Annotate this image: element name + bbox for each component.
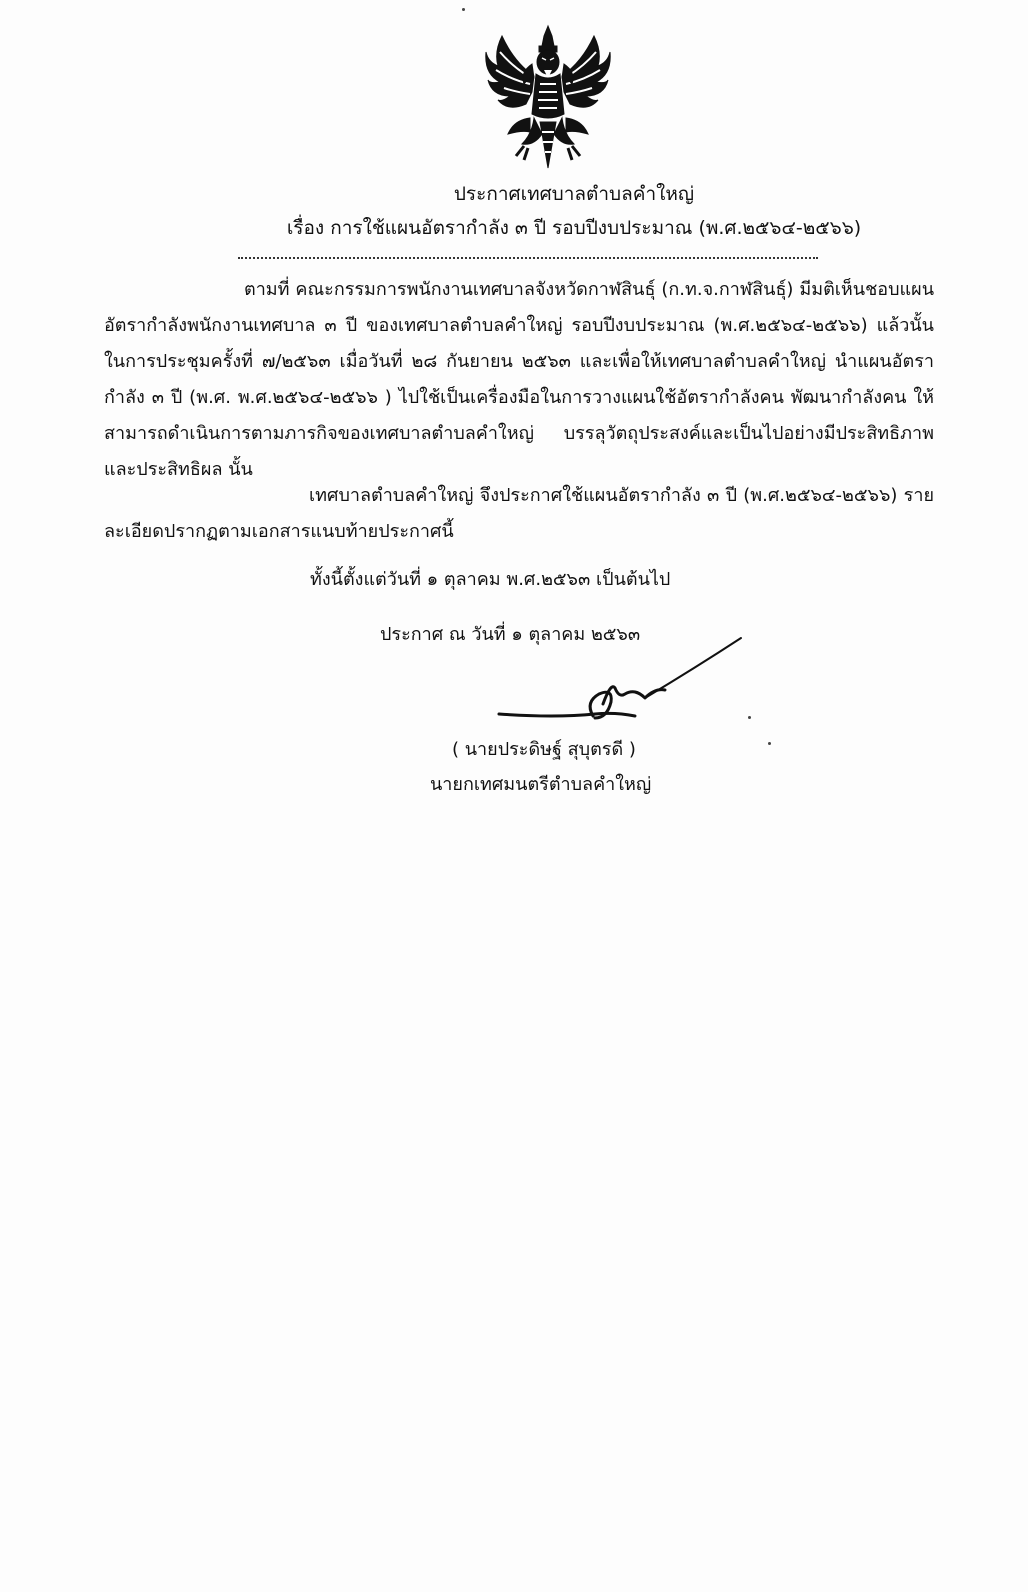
garuda-emblem-icon [484, 22, 612, 172]
body-paragraph-2: เทศบาลตำบลคำใหญ่ จึงประกาศใช้แผนอัตรากำลัง ๓ ปี (พ.ศ.๒๕๖๔-๒๕๖๖) รายละเอียดปรากฏตามเอกสารแนบท้ายประกาศนี้ [104, 485, 934, 542]
handwritten-signature-icon [495, 632, 755, 732]
body-paragraph-1: ตามที่ คณะกรรมการพนักงานเทศบาลจังหวัดกาฬสินธุ์ (ก.ท.จ.กาฬสินธุ์) มีมติเห็นชอบแผนอัตรากำลังพนักงานเทศบาล ๓ ปี ของเทศบาลตำบลคำใหญ่ รอบปีงบประมาณ (พ.ศ.๒๕๖๔-๒๕๖๖) แล้วนั้น ในการประชุมครั้งที่ ๗/๒๕๖๓ เมื่อวันที่ ๒๘ กันยายน ๒๕๖๓ และเพื่อให้เทศบาลตำบลคำใหญ่ นำแผนอัตรากำลัง ๓ ปี (พ.ศ. พ.ศ.๒๕๖๔-๒๕๖๖ ) ไปใช้เป็นเครื่องมือในการวางแผนใช้อัตรากำลังคน พัฒนากำลังคน ให้สามารถดำเนินการตามภารกิจของเทศบาลตำบลคำใหญ่ บรรลุวัตถุประสงค์และเป็นไปอย่างมีประสิทธิภาพและประสิทธิผล นั้น [104, 279, 934, 480]
announcement-date: ประกาศ ณ วันที่ ๑ ตุลาคม ๒๕๖๓ [380, 624, 641, 645]
scan-speck [748, 716, 751, 719]
dotted-divider [238, 257, 818, 259]
scan-speck [768, 742, 771, 745]
announcement-title: ประกาศเทศบาลตำบลคำใหญ่ [453, 183, 695, 205]
scan-speck [462, 8, 465, 11]
effective-date: ทั้งนี้ตั้งแต่วันที่ ๑ ตุลาคม พ.ศ.๒๕๖๓ เป็นต้นไป [310, 569, 671, 590]
signer-name: ( นายประดิษฐ์ สุบุตรดี ) [452, 739, 636, 760]
signer-title: นายกเทศมนตรีตำบลคำใหญ่ [430, 774, 652, 795]
announcement-subject: เรื่อง การใช้แผนอัตรากำลัง ๓ ปี รอบปีงบประมาณ (พ.ศ.๒๕๖๔-๒๕๖๖) [286, 217, 862, 239]
